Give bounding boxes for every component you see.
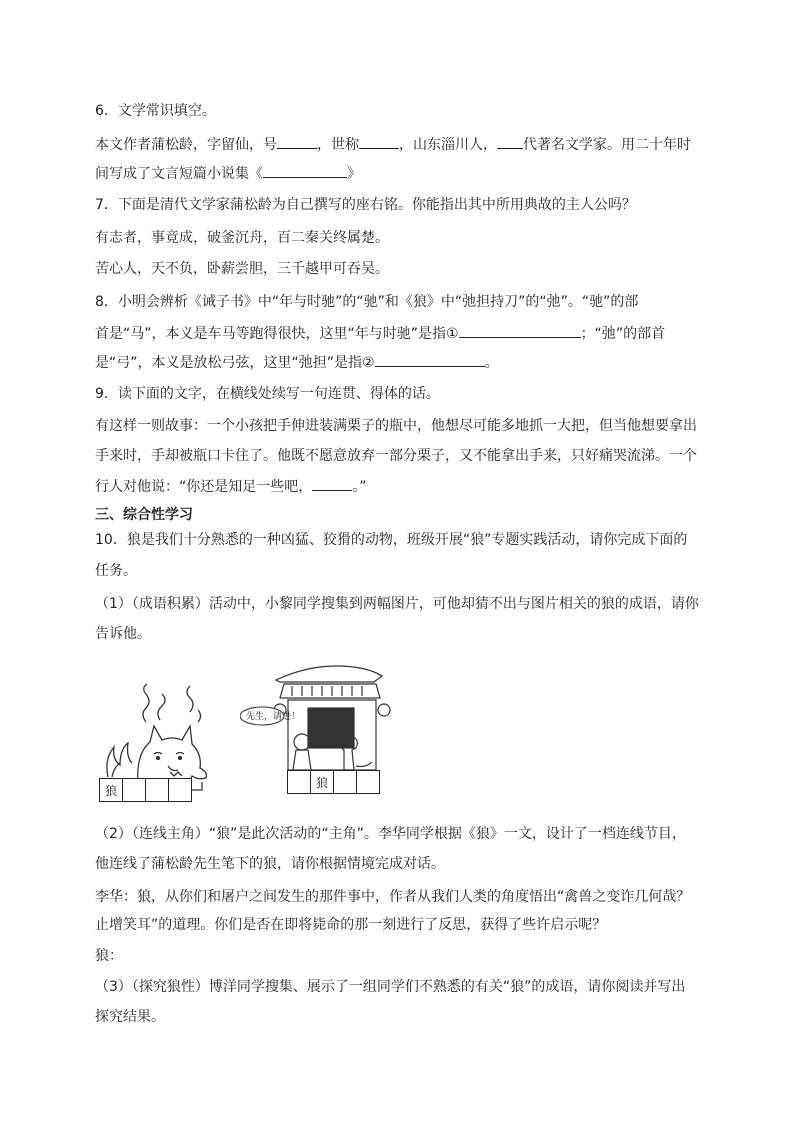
q8-line-2 xyxy=(95,323,665,344)
blank-book-title[interactable] xyxy=(263,163,347,178)
q9-text: 行人对他说：“你还是知足一些吧， xyxy=(95,479,313,495)
q6-text: 代著名文学家。用二十年时 xyxy=(523,137,691,153)
q6-text: 本文作者蒲松龄，字留仙，号 xyxy=(95,137,277,153)
idiom-box[interactable] xyxy=(333,770,357,794)
blank-q8-2[interactable] xyxy=(375,352,485,367)
q6-title: 6．文学常识填空。 xyxy=(95,103,216,119)
idiom-box: 狼 xyxy=(99,778,123,802)
q9-line-2: 手来时，手却被瓶口卡住了。他既不愿意放弃一部分栗子，又不能拿出手来，只好痛哭流涕。一个 xyxy=(95,448,697,464)
q9-text: 。” xyxy=(352,479,367,495)
q8-text: 首是“马”，本义是车马等跑得很快，这里“年与时驰”是指① xyxy=(95,326,459,342)
q6-line-2 xyxy=(95,163,361,184)
q10-p1-line-1: （1）（成语积累）活动中，小黎同学搜集到两幅图片，可他却猜不出与图片相关的狼的成语，请你 xyxy=(95,596,699,612)
q8-text: 是“弓”，本义是放松弓弦，这里“弛担”是指② xyxy=(95,355,375,371)
blank-dynasty[interactable] xyxy=(497,134,523,149)
q8-text: ；“弛”的部首 xyxy=(580,326,666,342)
q8-line-3 xyxy=(95,352,499,373)
q6-text: ，山东淄川人， xyxy=(399,137,497,153)
idiom-box: 狼 xyxy=(310,770,334,794)
q10-line-2: 任务。 xyxy=(95,563,137,579)
q10-p1-line-2: 告诉他。 xyxy=(95,626,151,642)
idiom-box[interactable] xyxy=(287,770,311,794)
section-heading: 三、综合性学习 xyxy=(95,507,193,523)
q10-line-1: 10．狼是我们十分熟悉的一种凶猛、狡猾的动物，班级开展“狼”专题实践活动，请你完成下面的 xyxy=(95,532,688,548)
q7-title: 7．下面是清代文学家蒲松龄为自己撰写的座右铭。你能指出其中所用典故的主人公吗？ xyxy=(95,197,636,213)
q6-text: 》 xyxy=(347,166,361,182)
blank-q8-1[interactable] xyxy=(459,323,581,338)
q9-title: 9．读下面的文字，在横线处续写一句连贯、得体的话。 xyxy=(95,386,440,402)
q10-wolf-answer[interactable]: 狼： xyxy=(95,948,123,964)
q10-p2-line-1: （2）（连线主角）“狼”是此次活动的“主角”。李华同学根据《狼》一文，设计了一档连线节目， xyxy=(95,826,686,842)
idiom-box[interactable] xyxy=(356,770,380,794)
idiom-boxes-2 xyxy=(288,770,380,794)
speech-bubble-text: 先生，请进！ xyxy=(246,712,301,722)
q10-lihua-line-1: 李华：狼，从你们和屠户之间发生的那件事中，作者从我们人类的角度悟出“禽兽之变诈几何哉？ xyxy=(95,889,691,905)
idiom-box[interactable] xyxy=(168,778,192,802)
q10-p3-line-2: 探究结果。 xyxy=(95,1009,165,1025)
q9-line-1: 有这样一则故事：一个小孩把手伸进装满栗子的瓶中，他想尽可能多地抓一大把，但当他想要拿出 xyxy=(95,418,697,434)
idiom-box[interactable] xyxy=(122,778,146,802)
q10-p2-line-2: 他连线了蒲松龄先生笔下的狼，请你根据情境完成对话。 xyxy=(95,856,445,872)
blank-hao[interactable] xyxy=(277,134,317,149)
q8-line-1: 8．小明会辨析《诫子书》中“年与时驰”的“驰”和《狼》中“弛担持刀”的“弛”。“驰”的部 xyxy=(95,294,639,310)
q8-text: 。 xyxy=(484,355,499,371)
q6-text: 间写成了文言短篇小说集《 xyxy=(95,166,263,182)
blank-q9[interactable] xyxy=(312,476,352,491)
q10-p3-line-1: （3）（探究狼性）博洋同学搜集、展示了一组同学们不熟悉的有关“狼”的成语，请你阅读并写出 xyxy=(95,979,686,995)
q10-lihua-line-2: 止增笑耳”的道理。你们是否在即将毙命的那一刻进行了反思，获得了些许启示呢？ xyxy=(95,917,607,933)
blank-shicheng[interactable] xyxy=(359,134,399,149)
q6-line-1 xyxy=(95,134,691,155)
idiom-box[interactable] xyxy=(145,778,169,802)
q6-text: ，世称 xyxy=(317,137,359,153)
idiom-boxes-1 xyxy=(100,778,192,802)
q7-line-1: 有志者，事竟成，破釜沉舟，百二秦关终属楚。 xyxy=(95,230,389,246)
q9-line-3 xyxy=(95,476,367,497)
q7-line-2: 苦心人，天不负，卧薪尝胆，三千越甲可吞吴。 xyxy=(95,261,389,277)
